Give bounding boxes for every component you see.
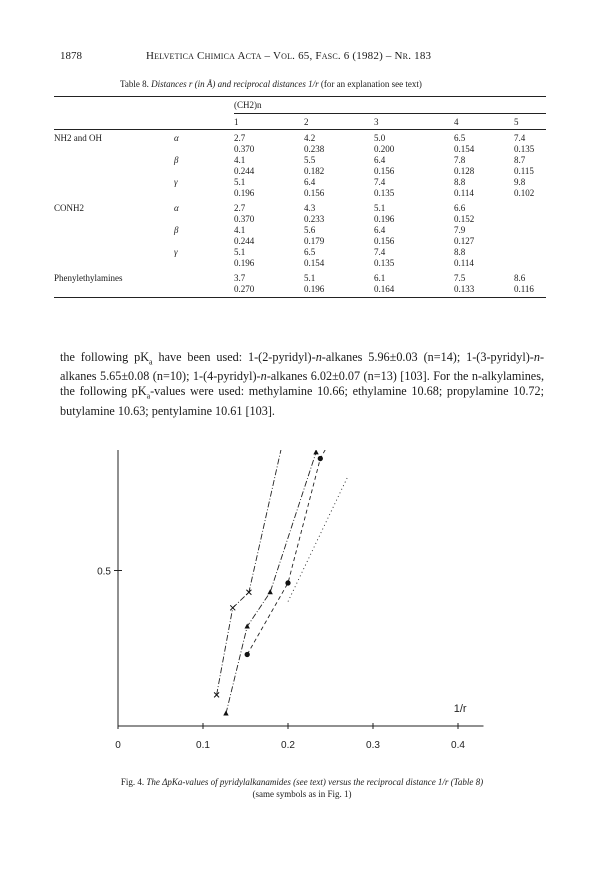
table-cell-distance: 9.8	[514, 177, 526, 187]
table-cell-distance: 5.1	[234, 177, 246, 187]
figure-4	[60, 450, 540, 777]
table-column-header: 4	[454, 117, 459, 127]
table-cell-reciprocal: 0.196	[304, 284, 325, 294]
body-paragraph: the following $pK_a$ have been used: 1-(2-pyridyl)-n-alkanes 5.96±0.03 (n=14); 1-(3-pyridyl)-n-alkanes 5.65±0.08 (n=10); 1-(4-pyridyl)-n-alkanes 6.02±0.07 (n=13) [103]. For the n-alkylamines, the following $pK_a$-values were used: methylamine 10.66; ethylamine 10.68; propylamine 10.72; butylamine 10.63; pentylamine 10.61 [103].	[60, 350, 544, 418]
table-cell-reciprocal: 0.135	[374, 258, 395, 268]
table-cell-reciprocal: 0.200	[374, 144, 395, 154]
table-cell-distance: 7.9	[454, 225, 466, 235]
table-cell-reciprocal: 0.135	[514, 144, 535, 154]
table-cell-reciprocal: 0.127	[454, 236, 475, 246]
table-cell-distance: 6.6	[454, 203, 466, 213]
dot-marker	[286, 581, 290, 585]
table-cell-distance: 4.1	[234, 225, 246, 235]
table-cell-distance: 5.1	[234, 247, 246, 257]
table-caption-label: Table 8.	[120, 79, 149, 89]
table-cell-reciprocal: 0.370	[234, 144, 255, 154]
x-tick-label: 0.3	[366, 740, 380, 751]
table-column-header: 3	[374, 117, 379, 127]
table-column-header: 5	[514, 117, 519, 127]
table-cell-reciprocal: 0.238	[304, 144, 325, 154]
triangle-marker	[267, 589, 272, 594]
table-cell-distance: 4.3	[304, 203, 316, 213]
table-cell-distance: 5.1	[374, 203, 386, 213]
series-line-triangle	[226, 452, 316, 713]
table-column-header: 1	[234, 117, 239, 127]
table-group-label: NH2 and OH	[54, 133, 102, 143]
figure-caption-label: Fig. 4.	[120, 777, 145, 787]
table-cell-distance: 5.5	[304, 155, 316, 165]
table-cell-reciprocal: 0.164	[374, 284, 395, 294]
table-cell-reciprocal: 0.152	[454, 214, 475, 224]
x-tick-label: 0.4	[451, 740, 465, 751]
table-cell-reciprocal: 0.135	[374, 188, 395, 198]
figure-caption-note: (same symbols as in Fig. 1)	[252, 789, 352, 799]
x-tick-label: 0.1	[196, 740, 210, 751]
table-cell-distance: 5.6	[304, 225, 316, 235]
table-cell-distance: 6.4	[374, 155, 386, 165]
table-cell-reciprocal: 0.244	[234, 166, 255, 176]
figure-caption	[60, 776, 544, 800]
table-cell-distance: 8.8	[454, 247, 466, 257]
table-cell-distance: 7.5	[454, 273, 466, 283]
dot-marker	[318, 456, 322, 460]
table-cell-distance: 2.7	[234, 203, 246, 213]
table-group-label: Phenylethylamines	[54, 273, 123, 283]
table-cell-distance: 7.4	[374, 177, 386, 187]
table-cell-reciprocal: 0.196	[234, 188, 255, 198]
table-cell-reciprocal: 0.370	[234, 214, 255, 224]
table-cell-reciprocal: 0.116	[514, 284, 534, 294]
table-cell-reciprocal: 0.114	[454, 188, 474, 198]
table-cell-distance: 7.4	[374, 247, 386, 257]
table-cell-distance: 7.8	[454, 155, 466, 165]
table-cell-distance: 6.5	[454, 133, 466, 143]
page-number: 1878	[60, 50, 82, 62]
table-position-label: α	[174, 133, 179, 143]
table-cell-distance: 8.7	[514, 155, 526, 165]
table-cell-reciprocal: 0.115	[514, 166, 534, 176]
triangle-marker	[223, 711, 228, 716]
table-cell-distance: 5.0	[374, 133, 386, 143]
table-caption-note: (for an explanation see text)	[320, 79, 422, 89]
triangle-marker	[313, 450, 318, 454]
table-cell-distance: 8.8	[454, 177, 466, 187]
table-header-rule	[54, 129, 546, 130]
table-cell-reciprocal: 0.156	[374, 236, 395, 246]
table-cell-distance: 6.4	[304, 177, 316, 187]
table-cell-reciprocal: 0.182	[304, 166, 325, 176]
cross-marker	[230, 605, 235, 610]
table-caption-title: Distances r (in Å) and reciprocal distances 1/r	[151, 79, 319, 89]
table-cell-distance: 5.1	[304, 273, 316, 283]
table-cell-distance: 2.7	[234, 133, 246, 143]
dot-marker	[245, 652, 249, 656]
table-cell-distance: 7.4	[514, 133, 526, 143]
table-cell-distance: 4.1	[234, 155, 246, 165]
table-cell-reciprocal: 0.179	[304, 236, 325, 246]
table-position-label: γ	[174, 177, 178, 187]
table-cell-distance: 8.6	[514, 273, 526, 283]
table-cell-reciprocal: 0.154	[304, 258, 325, 268]
table-cell-distance: 6.5	[304, 247, 316, 257]
table-group-label: CONH2	[54, 203, 85, 213]
table-cell-distance: 3.7	[234, 273, 246, 283]
table-position-label: β	[174, 225, 179, 235]
dpka-chart	[60, 450, 540, 772]
table-cell-reciprocal: 0.244	[234, 236, 255, 246]
x-axis-label: 1/r	[453, 703, 467, 715]
table-cell-reciprocal: 0.133	[454, 284, 475, 294]
series-line-cross	[217, 450, 285, 695]
table-cell-reciprocal: 0.196	[374, 214, 395, 224]
table-cell-reciprocal: 0.156	[374, 166, 395, 176]
table-cell-distance: 6.4	[374, 225, 386, 235]
table-position-label: γ	[174, 247, 178, 257]
table-cell-reciprocal: 0.128	[454, 166, 475, 176]
series-line-none	[288, 477, 348, 601]
table-cell-reciprocal: 0.154	[454, 144, 475, 154]
table-position-label: β	[174, 155, 179, 165]
table-cell-distance: 4.2	[304, 133, 316, 143]
table-bottom-rule	[54, 297, 546, 298]
x-tick-label: 0	[115, 740, 121, 751]
table-subhead-rule	[234, 113, 546, 114]
table-cell-reciprocal: 0.102	[514, 188, 535, 198]
table-cell-reciprocal: 0.196	[234, 258, 255, 268]
table-position-label: α	[174, 203, 179, 213]
table-group-header: (CH2)n	[234, 100, 262, 110]
x-tick-label: 0.2	[281, 740, 295, 751]
running-title: Helvetica Chimica Acta – Vol. 65, Fasc. 6 (1982) – Nr. 183	[146, 50, 432, 62]
figure-caption-text: The ΔpKa-values of pyridylalkanamides (see text) versus the reciprocal distance 1/r (Table 8)	[146, 777, 484, 787]
y-tick-label: 0.5	[97, 566, 111, 578]
table-caption	[120, 79, 422, 89]
table-cell-reciprocal: 0.114	[454, 258, 474, 268]
table-cell-distance: 6.1	[374, 273, 386, 283]
table-cell-reciprocal: 0.270	[234, 284, 255, 294]
table-top-rule	[54, 96, 546, 97]
table-cell-reciprocal: 0.156	[304, 188, 325, 198]
series-line-dot	[247, 450, 432, 654]
table-cell-reciprocal: 0.233	[304, 214, 325, 224]
table-column-header: 2	[304, 117, 309, 127]
